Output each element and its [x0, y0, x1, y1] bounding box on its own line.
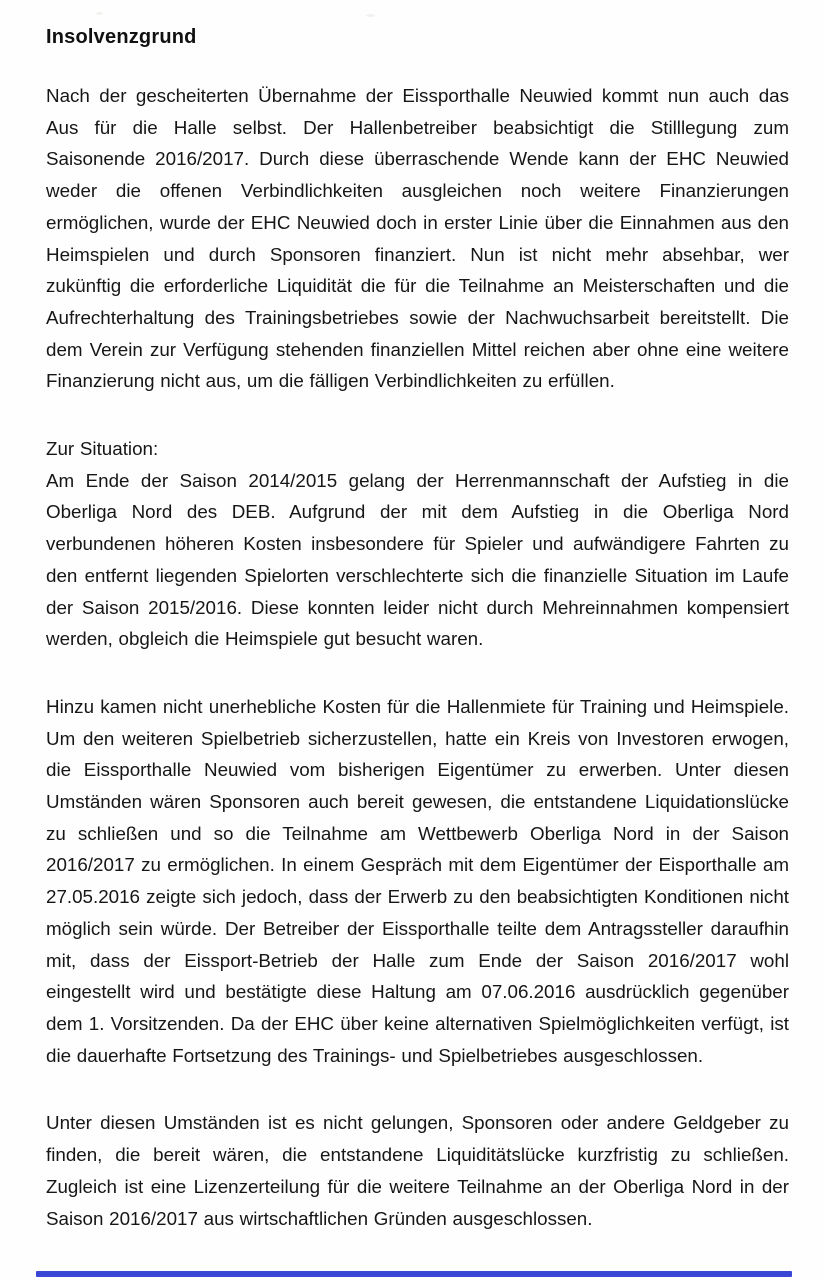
text-line: eingestellt wird und bestätigte diese Haltung am 07.06.2016 ausdrücklich gegenüber	[46, 981, 789, 1003]
text-line: dem Verein zur Verfügung stehenden finanziellen Mittel reichen aber ohne eine weitere	[46, 338, 789, 360]
text-line: Saisonende 2016/2017. Durch diese überraschende Wende kann der EHC Neuwied	[46, 148, 789, 170]
paragraph	[46, 691, 789, 1071]
text-line: 2016/2017 zu ermöglichen. In einem Gespräch mit dem Eigentümer der Eisporthalle am	[46, 854, 789, 876]
text-line: Am Ende der Saison 2014/2015 gelang der Herrenmannschaft der Aufstieg in die	[46, 469, 789, 491]
paragraph	[46, 433, 789, 655]
text-line: Unter diesen Umständen ist es nicht gelungen, Sponsoren oder andere Geldgeber zu	[46, 1112, 789, 1134]
text-line: finden, die bereit wären, die entstandene Liquiditätslücke kurzfristig zu schließen.	[46, 1144, 789, 1166]
text-line: werden, obgleich die Heimspiele gut besucht waren.	[46, 628, 484, 650]
text-line: 27.05.2016 zeigte sich jedoch, dass der Erwerb zu den beabsichtigten Konditionen nicht	[46, 886, 789, 908]
text-line: Finanzierung nicht aus, um die fälligen Verbindlichkeiten zu erfüllen.	[46, 370, 615, 392]
text-line: zu schließen und so die Teilnahme am Wettbewerb Oberliga Nord in der Saison	[46, 822, 789, 844]
paragraph	[46, 1107, 789, 1234]
text-line: den entfernt liegenden Spielorten verschlechterte sich die finanzielle Situation im Laufe	[46, 564, 789, 586]
text-line: möglich sein würde. Der Betreiber der Eissporthalle teilte dem Antragssteller daraufhin	[46, 917, 789, 939]
text-line: Saison 2016/2017 aus wirtschaftlichen Gründen ausgeschlossen.	[46, 1207, 593, 1229]
text-line: Heimspielen und durch Sponsoren finanziert. Nun ist nicht mehr absehbar, wer	[46, 243, 789, 265]
scan-artifact-bar	[36, 1271, 792, 1277]
text-line: weder die offenen Verbindlichkeiten ausgleichen noch weitere Finanzierungen	[46, 180, 789, 202]
scan-noise	[366, 14, 375, 17]
text-line: der Saison 2015/2016. Diese konnten leider nicht durch Mehreinnahmen kompensiert	[46, 596, 789, 618]
text-line: mit, dass der Eissport-Betrieb der Halle zum Ende der Saison 2016/2017 wohl	[46, 949, 789, 971]
text-line: Oberliga Nord des DEB. Aufgrund der mit dem Aufstieg in die Oberliga Nord	[46, 501, 789, 523]
text-line: Aus für die Halle selbst. Der Hallenbetreiber beabsichtigt die Stilllegung zum	[46, 116, 789, 138]
text-line: ermöglichen, wurde der EHC Neuwied doch in erster Linie über die Einnahmen aus den	[46, 211, 789, 233]
text-line: Zur Situation:	[46, 438, 159, 460]
document-body	[46, 80, 789, 1234]
text-line: Nach der gescheiterten Übernahme der Eissporthalle Neuwied kommt nun auch das	[46, 85, 789, 106]
text-line: die dauerhafte Fortsetzung des Trainings- und Spielbetriebes ausgeschlossen.	[46, 1044, 704, 1066]
text-line: dem 1. Vorsitzenden. Da der EHC über keine alternativen Spielmöglichkeiten verfügt, ist	[46, 1012, 789, 1034]
scan-noise	[96, 12, 103, 15]
text-line: Aufrechterhaltung des Trainingsbetriebes sowie der Nachwuchsarbeit bereitstellt. Die	[46, 306, 789, 328]
text-line: die Eissporthalle Neuwied vom bisherigen Eigentümer zu erwerben. Unter diesen	[46, 759, 789, 781]
text-line: zukünftig die erforderliche Liquidität die für die Teilnahme an Meisterschaften und die	[46, 275, 789, 297]
text-line: Hinzu kamen nicht unerhebliche Kosten für die Hallenmiete für Training und Heimspiele.	[46, 695, 789, 717]
page-title: Insolvenzgrund	[46, 26, 197, 48]
text-line: verbundenen höheren Kosten insbesondere für Spieler und aufwändigere Fahrten zu	[46, 533, 789, 555]
paragraph	[46, 80, 789, 397]
text-line: Um den weiteren Spielbetrieb sicherzustellen, hatte ein Kreis von Investoren erwogen,	[46, 727, 789, 749]
text-line: Zugleich ist eine Lizenzerteilung für die weitere Teilnahme an der Oberliga Nord in der	[46, 1175, 789, 1197]
text-line: Umständen wären Sponsoren auch bereit gewesen, die entstandene Liquidationslücke	[46, 791, 789, 813]
